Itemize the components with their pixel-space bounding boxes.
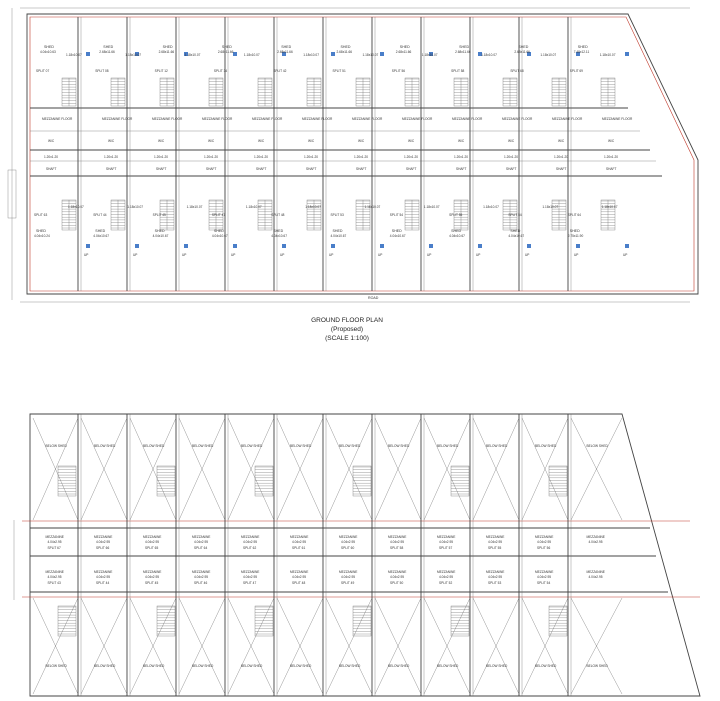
lower-shed-size: 4.04x10.67 bbox=[330, 234, 347, 238]
mezzanine-bottom-split: SPLIT 54 bbox=[537, 581, 551, 585]
below-shed-label: BELOW SHED bbox=[143, 664, 165, 668]
lower-split-label: SPLIT 45 bbox=[152, 213, 166, 217]
upper-shed-size: 2.68x11.66 bbox=[217, 50, 234, 54]
lower-shed-label: SHED bbox=[154, 229, 165, 233]
below-shed-label: BELOW SHED bbox=[241, 664, 263, 668]
upper-split-label: SPLIT 56 bbox=[391, 69, 406, 73]
lower-split-label: SPLIT 64 bbox=[567, 213, 581, 217]
corridor-passage-label: MEZZANINE FLOOR bbox=[502, 117, 533, 121]
corridor-shaft-label: SHAFT bbox=[256, 167, 267, 171]
below-shed-label: BELOW SHED bbox=[388, 444, 410, 448]
lower-shed-label: SHED bbox=[569, 229, 580, 233]
mezzanine-top-split: SPLIT 60 bbox=[341, 546, 355, 550]
upper-shed-label: SHED bbox=[281, 45, 292, 49]
lower-wc-size: 1.18x10.07 bbox=[601, 205, 618, 209]
upper-shed-label: SHED bbox=[459, 45, 470, 49]
corridor-wc-label: W/C bbox=[558, 139, 565, 143]
mezzanine-top-split: SPLIT 65 bbox=[145, 546, 159, 550]
upper-split-label: SPLIT 58 bbox=[451, 69, 465, 73]
corridor-passage-label: MEZZANINE FLOOR bbox=[102, 117, 133, 121]
upper-split-label: SPLIT 69 bbox=[569, 69, 583, 73]
mezzanine-size: 4.04x2.95 bbox=[292, 575, 307, 579]
lower-shed-size: 4.04x10.67 bbox=[449, 234, 465, 238]
mezzanine-bottom-split: SPLIT 45 bbox=[145, 581, 159, 585]
corridor-wc-size: 1.20x1.20 bbox=[154, 155, 169, 159]
below-shed-label: BELOW SHED bbox=[290, 444, 312, 448]
upper-wc-size: 1.18x10.07 bbox=[66, 53, 82, 57]
mezzanine-size: 4.04x2.95 bbox=[243, 540, 258, 544]
below-shed-label: BELOW SHED bbox=[192, 444, 214, 448]
mezzanine-label: MEZZANINE bbox=[586, 535, 605, 539]
mezzanine-label: MEZZANINE bbox=[535, 570, 554, 574]
upper-wc-size: 1.18x10.07 bbox=[599, 53, 616, 57]
corridor-passage-label: MEZZANINE FLOOR bbox=[452, 117, 483, 121]
mezzanine-size: 4.04x2.95 bbox=[47, 540, 62, 544]
below-shed-label: BELOW SHED bbox=[388, 664, 410, 668]
upper-wc-size: 1.18x10.07 bbox=[184, 53, 201, 57]
corridor-wc-label: W/C bbox=[48, 139, 55, 143]
mezzanine-top-split: SPLIT 67 bbox=[47, 546, 61, 550]
lower-shed-size: 4.04x10.24 bbox=[34, 234, 50, 238]
corridor-wc-size: 1.20x1.20 bbox=[44, 155, 59, 159]
stair-up-label: UP bbox=[525, 253, 530, 257]
mezzanine-label: MEZZANINE bbox=[94, 535, 113, 539]
corridor-wc-size: 1.20x1.20 bbox=[454, 155, 469, 159]
upper-shed-size: 2.68x11.66 bbox=[395, 50, 412, 54]
mezzanine-size: 4.04x2.95 bbox=[488, 540, 503, 544]
mezzanine-size: 4.04x2.95 bbox=[537, 575, 552, 579]
lower-shed-label: SHED bbox=[273, 229, 284, 233]
below-shed-label: BELOW SHED bbox=[192, 664, 214, 668]
lower-split-label: SPLIT 63 bbox=[34, 213, 48, 217]
lower-shed-label: SHED bbox=[36, 229, 46, 233]
mezzanine-top-split: SPLIT 55 bbox=[488, 546, 502, 550]
mezzanine-top-split: SPLIT 57 bbox=[439, 546, 453, 550]
stair-up-label: UP bbox=[84, 253, 89, 257]
lower-split-label: SPLIT 53 bbox=[330, 213, 344, 217]
plan-title: GROUND FLOOR PLAN bbox=[311, 317, 383, 324]
stair-up-label: UP bbox=[476, 253, 481, 257]
column-marker bbox=[331, 244, 335, 248]
corridor-wc-label: W/C bbox=[458, 139, 465, 143]
mezzanine-bottom-split: SPLIT 44 bbox=[96, 581, 110, 585]
mezzanine-top-split: SPLIT 61 bbox=[292, 546, 306, 550]
lower-wc-size: 1.18x10.07 bbox=[542, 205, 559, 209]
upper-shed-label: SHED bbox=[577, 45, 588, 49]
plan-scale: (SCALE 1:100) bbox=[325, 335, 369, 342]
mezzanine-top-split: SPLIT 66 bbox=[96, 546, 110, 550]
below-shed-label: BELOW SHED bbox=[45, 664, 67, 668]
lower-shed-label: SHED bbox=[391, 229, 402, 233]
mezzanine-size: 4.04x2.95 bbox=[96, 540, 111, 544]
stair-up-label: UP bbox=[231, 253, 236, 257]
lower-split-label: SPLIT 44 bbox=[93, 213, 107, 217]
upper-split-label: SPLIT 42 bbox=[273, 69, 287, 73]
upper-shed-size: 2.68x11.66 bbox=[514, 50, 530, 54]
upper-shed-label: SHED bbox=[162, 45, 173, 49]
mezzanine-label: MEZZANINE bbox=[192, 570, 211, 574]
column-marker bbox=[478, 244, 482, 248]
mezzanine-bottom-split: SPLIT 52 bbox=[439, 581, 453, 585]
lower-shed-size: 2.75x11.90 bbox=[567, 234, 584, 238]
upper-shed-size: 7.48x12.11 bbox=[573, 50, 590, 54]
stair-up-label: UP bbox=[329, 253, 334, 257]
lower-shed-size: 4.04x10.67 bbox=[93, 234, 110, 238]
corridor-shaft-label: SHAFT bbox=[556, 167, 567, 171]
below-shed-label: BELOW SHED bbox=[437, 444, 459, 448]
column-marker bbox=[625, 52, 629, 56]
lower-split-label: SPLIT 55 bbox=[449, 213, 463, 217]
below-shed-label: BELOW SHED bbox=[339, 444, 361, 448]
corridor-passage-label: MEZZANINE FLOOR bbox=[302, 117, 333, 121]
mezzanine-label: MEZZANINE bbox=[535, 535, 554, 539]
lower-split-label: SPLIT 54 bbox=[508, 213, 522, 217]
mezzanine-size: 4.04x2.95 bbox=[588, 540, 603, 544]
mezzanine-size: 4.04x2.95 bbox=[96, 575, 111, 579]
mezzanine-label: MEZZANINE bbox=[437, 535, 456, 539]
column-marker bbox=[86, 52, 90, 56]
mezzanine-label: MEZZANINE bbox=[339, 570, 358, 574]
upper-split-label: SPLIT 68 bbox=[510, 69, 524, 73]
corridor-wc-size: 1.20x1.20 bbox=[104, 155, 119, 159]
corridor-wc-size: 1.20x1.20 bbox=[354, 155, 369, 159]
upper-shed-size: 2.68x11.66 bbox=[277, 50, 293, 54]
lower-wc-size: 1.18x10.07 bbox=[127, 205, 144, 209]
mezzanine-label: MEZZANINE bbox=[437, 570, 456, 574]
corridor-wc-size: 1.20x1.20 bbox=[554, 155, 569, 159]
upper-split-label: SPLIT 34 bbox=[213, 69, 228, 73]
plan-subtitle: (Proposed) bbox=[330, 326, 364, 333]
below-shed-label: BELOW SHED bbox=[535, 664, 557, 668]
upper-shed-label: SHED bbox=[340, 45, 351, 49]
lower-shed-label: SHED bbox=[95, 229, 106, 233]
lower-wc-size: 1.18x10.07 bbox=[245, 205, 262, 209]
column-marker bbox=[184, 244, 188, 248]
below-shed-label: BELOW SHED bbox=[586, 664, 608, 668]
upper-wc-size: 1.18x10.07 bbox=[421, 53, 438, 57]
mezzanine-size: 4.04x2.95 bbox=[488, 575, 503, 579]
below-shed-label: BELOW SHED bbox=[94, 664, 116, 668]
lower-wc-size: 1.18x10.07 bbox=[483, 205, 499, 209]
corridor-wc-label: W/C bbox=[358, 139, 365, 143]
corridor-wc-size: 1.20x1.20 bbox=[254, 155, 269, 159]
mezzanine-label: MEZZANINE bbox=[241, 570, 260, 574]
mezzanine-size: 4.04x2.95 bbox=[390, 540, 405, 544]
upper-shed-size: 2.68x11.66 bbox=[455, 50, 471, 54]
corridor-passage-label: MEZZANINE FLOOR bbox=[152, 117, 183, 121]
mezzanine-bottom-split: SPLIT 53 bbox=[488, 581, 502, 585]
mezzanine-bottom-split: SPLIT 47 bbox=[243, 581, 257, 585]
mezzanine-label: MEZZANINE bbox=[586, 570, 605, 574]
mezzanine-top-split: SPLIT 62 bbox=[243, 546, 257, 550]
upper-wc-size: 1.18x10.07 bbox=[125, 53, 142, 57]
corridor-shaft-label: SHAFT bbox=[156, 167, 167, 171]
below-shed-label: BELOW SHED bbox=[535, 444, 557, 448]
below-shed-label: BELOW SHED bbox=[143, 444, 165, 448]
lower-wc-size: 1.18x10.07 bbox=[68, 205, 84, 209]
lower-wc-size: 1.18x10.07 bbox=[423, 205, 440, 209]
lower-shed-size: 4.04x10.67 bbox=[271, 234, 287, 238]
upper-wc-size: 1.18x10.07 bbox=[540, 53, 557, 57]
corridor-wc-size: 1.20x1.20 bbox=[604, 155, 619, 159]
below-shed-label: BELOW SHED bbox=[339, 664, 361, 668]
below-shed-label: BELOW SHED bbox=[94, 444, 116, 448]
corridor-wc-label: W/C bbox=[208, 139, 215, 143]
mezzanine-bottom-split: SPLIT 48 bbox=[292, 581, 306, 585]
upper-shed-label: SHED bbox=[103, 45, 114, 49]
mezzanine-bottom-split: SPLIT 46 bbox=[194, 581, 208, 585]
below-shed-label: BELOW SHED bbox=[290, 664, 312, 668]
column-marker bbox=[233, 52, 237, 56]
stair-up-label: UP bbox=[280, 253, 285, 257]
mezzanine-size: 4.04x2.95 bbox=[243, 575, 258, 579]
column-marker bbox=[86, 244, 90, 248]
corridor-passage-label: MEZZANINE FLOOR bbox=[252, 117, 283, 121]
lower-wc-size: 1.18x10.07 bbox=[305, 205, 321, 209]
lower-wc-size: 1.18x10.07 bbox=[364, 205, 381, 209]
mezzanine-top-split: SPLIT 64 bbox=[194, 546, 208, 550]
mezzanine-label: MEZZANINE bbox=[290, 535, 309, 539]
mezzanine-size: 4.04x2.95 bbox=[47, 575, 62, 579]
road-label: ROAD bbox=[368, 296, 379, 300]
upper-wc-size: 1.18x10.07 bbox=[481, 53, 497, 57]
corridor-shaft-label: SHAFT bbox=[456, 167, 467, 171]
lower-split-label: SPLIT 48 bbox=[271, 213, 285, 217]
column-marker bbox=[380, 244, 384, 248]
corridor-wc-label: W/C bbox=[608, 139, 615, 143]
corridor-passage-label: MEZZANINE FLOOR bbox=[352, 117, 383, 121]
corridor-passage-label: MEZZANINE FLOOR bbox=[202, 117, 233, 121]
lower-wc-size: 1.18x10.07 bbox=[186, 205, 203, 209]
column-marker bbox=[135, 244, 139, 248]
lower-shed-size: 4.04x10.67 bbox=[211, 234, 228, 238]
mezzanine-label: MEZZANINE bbox=[486, 570, 505, 574]
upper-split-label: SPLIT 07 bbox=[36, 69, 50, 73]
mezzanine-label: MEZZANINE bbox=[388, 570, 407, 574]
column-marker bbox=[233, 244, 237, 248]
mezzanine-label: MEZZANINE bbox=[192, 535, 211, 539]
upper-shed-label: SHED bbox=[44, 45, 54, 49]
lower-split-label: SPLIT 47 bbox=[211, 213, 226, 217]
mezzanine-label: MEZZANINE bbox=[388, 535, 407, 539]
mezzanine-label: MEZZANINE bbox=[290, 570, 309, 574]
upper-split-label: SPLIT 12 bbox=[154, 69, 168, 73]
corridor-shaft-label: SHAFT bbox=[606, 167, 617, 171]
upper-split-label: SPLIT 51 bbox=[332, 69, 346, 73]
corridor-wc-size: 1.20x1.20 bbox=[304, 155, 319, 159]
corridor-wc-label: W/C bbox=[108, 139, 115, 143]
upper-shed-size: 2.68x11.66 bbox=[336, 50, 353, 54]
mezzanine-size: 4.04x2.95 bbox=[194, 540, 209, 544]
corridor-wc-label: W/C bbox=[408, 139, 415, 143]
stair-up-label: UP bbox=[623, 253, 628, 257]
corridor-shaft-label: SHAFT bbox=[306, 167, 317, 171]
stair-up-label: UP bbox=[182, 253, 187, 257]
lower-shed-size: 4.04x10.67 bbox=[152, 234, 169, 238]
corridor-wc-size: 1.20x1.20 bbox=[504, 155, 519, 159]
mezzanine-top-split: SPLIT 56 bbox=[537, 546, 551, 550]
stair-up-label: UP bbox=[133, 253, 138, 257]
stair-up-label: UP bbox=[427, 253, 432, 257]
upper-shed-label: SHED bbox=[399, 45, 410, 49]
upper-shed-size: 2.68x11.66 bbox=[99, 50, 115, 54]
corridor-wc-size: 1.20x1.20 bbox=[204, 155, 219, 159]
corridor-shaft-label: SHAFT bbox=[206, 167, 217, 171]
mezzanine-label: MEZZANINE bbox=[241, 535, 260, 539]
mezzanine-label: MEZZANINE bbox=[143, 570, 162, 574]
mezzanine-top-split: SPLIT 58 bbox=[390, 546, 404, 550]
below-shed-label: BELOW SHED bbox=[486, 664, 508, 668]
below-shed-label: BELOW SHED bbox=[241, 444, 263, 448]
lower-shed-label: SHED bbox=[510, 229, 521, 233]
upper-wc-size: 1.18x10.07 bbox=[243, 53, 260, 57]
corridor-wc-label: W/C bbox=[158, 139, 165, 143]
lower-shed-label: SHED bbox=[451, 229, 462, 233]
mezzanine-label: MEZZANINE bbox=[45, 570, 64, 574]
mezzanine-size: 4.04x2.95 bbox=[194, 575, 209, 579]
mezzanine-size: 4.04x2.95 bbox=[292, 540, 307, 544]
corridor-wc-label: W/C bbox=[258, 139, 265, 143]
mezzanine-size: 4.04x2.95 bbox=[439, 540, 454, 544]
corridor-passage-label: MEZZANINE FLOOR bbox=[42, 117, 73, 121]
stair-up-label: UP bbox=[378, 253, 383, 257]
upper-shed-label: SHED bbox=[221, 45, 232, 49]
mezzanine-label: MEZZANINE bbox=[45, 535, 64, 539]
mezzanine-size: 4.04x2.95 bbox=[439, 575, 454, 579]
below-shed-label: BELOW SHED bbox=[45, 444, 67, 448]
upper-split-label: SPLIT 08 bbox=[95, 69, 109, 73]
mezzanine-bottom-split: SPLIT 50 bbox=[390, 581, 404, 585]
mezzanine-size: 4.04x2.95 bbox=[341, 540, 356, 544]
upper-shed-label: SHED bbox=[518, 45, 529, 49]
lower-shed-size: 4.04x10.67 bbox=[508, 234, 525, 238]
corridor-wc-label: W/C bbox=[508, 139, 515, 143]
below-shed-label: BELOW SHED bbox=[486, 444, 508, 448]
mezzanine-bottom-split: SPLIT 49 bbox=[341, 581, 355, 585]
upper-wc-size: 1.18x10.07 bbox=[362, 53, 379, 57]
column-marker bbox=[331, 52, 335, 56]
corridor-wc-label: W/C bbox=[308, 139, 315, 143]
mezzanine-size: 4.04x2.95 bbox=[588, 575, 603, 579]
mezzanine-label: MEZZANINE bbox=[94, 570, 113, 574]
lower-shed-label: SHED bbox=[332, 229, 343, 233]
mezzanine-size: 4.04x2.95 bbox=[390, 575, 405, 579]
corridor-shaft-label: SHAFT bbox=[46, 167, 57, 171]
column-marker bbox=[429, 244, 433, 248]
corridor-wc-size: 1.20x1.20 bbox=[404, 155, 419, 159]
upper-shed-size: 2.68x11.66 bbox=[158, 50, 175, 54]
lower-split-label: SPLIT 54 bbox=[389, 213, 404, 217]
below-shed-label: BELOW SHED bbox=[437, 664, 459, 668]
column-marker bbox=[527, 244, 531, 248]
mezzanine-label: MEZZANINE bbox=[143, 535, 162, 539]
column-marker bbox=[576, 244, 580, 248]
column-marker bbox=[380, 52, 384, 56]
stair-up-label: UP bbox=[574, 253, 579, 257]
mezzanine-bottom-split: SPLIT 43 bbox=[47, 581, 61, 585]
corridor-passage-label: MEZZANINE FLOOR bbox=[552, 117, 583, 121]
corridor-shaft-label: SHAFT bbox=[106, 167, 117, 171]
mezzanine-size: 4.04x2.95 bbox=[341, 575, 356, 579]
upper-shed-size: 4.04x10.63 bbox=[40, 50, 56, 54]
column-marker bbox=[282, 244, 286, 248]
lower-shed-label: SHED bbox=[213, 229, 224, 233]
corridor-shaft-label: SHAFT bbox=[356, 167, 367, 171]
mezzanine-size: 4.04x2.95 bbox=[145, 575, 160, 579]
mezzanine-label: MEZZANINE bbox=[339, 535, 358, 539]
mezzanine-size: 4.04x2.95 bbox=[145, 540, 160, 544]
corridor-passage-label: MEZZANINE FLOOR bbox=[602, 117, 633, 121]
upper-wc-size: 1.18x10.07 bbox=[303, 53, 319, 57]
corridor-shaft-label: SHAFT bbox=[406, 167, 417, 171]
corridor-passage-label: MEZZANINE FLOOR bbox=[402, 117, 433, 121]
mezzanine-size: 4.04x2.95 bbox=[537, 540, 552, 544]
mezzanine-label: MEZZANINE bbox=[486, 535, 505, 539]
column-marker bbox=[625, 244, 629, 248]
below-shed-label: BELOW SHED bbox=[586, 444, 608, 448]
lower-shed-size: 4.04x10.67 bbox=[389, 234, 406, 238]
corridor-shaft-label: SHAFT bbox=[506, 167, 517, 171]
